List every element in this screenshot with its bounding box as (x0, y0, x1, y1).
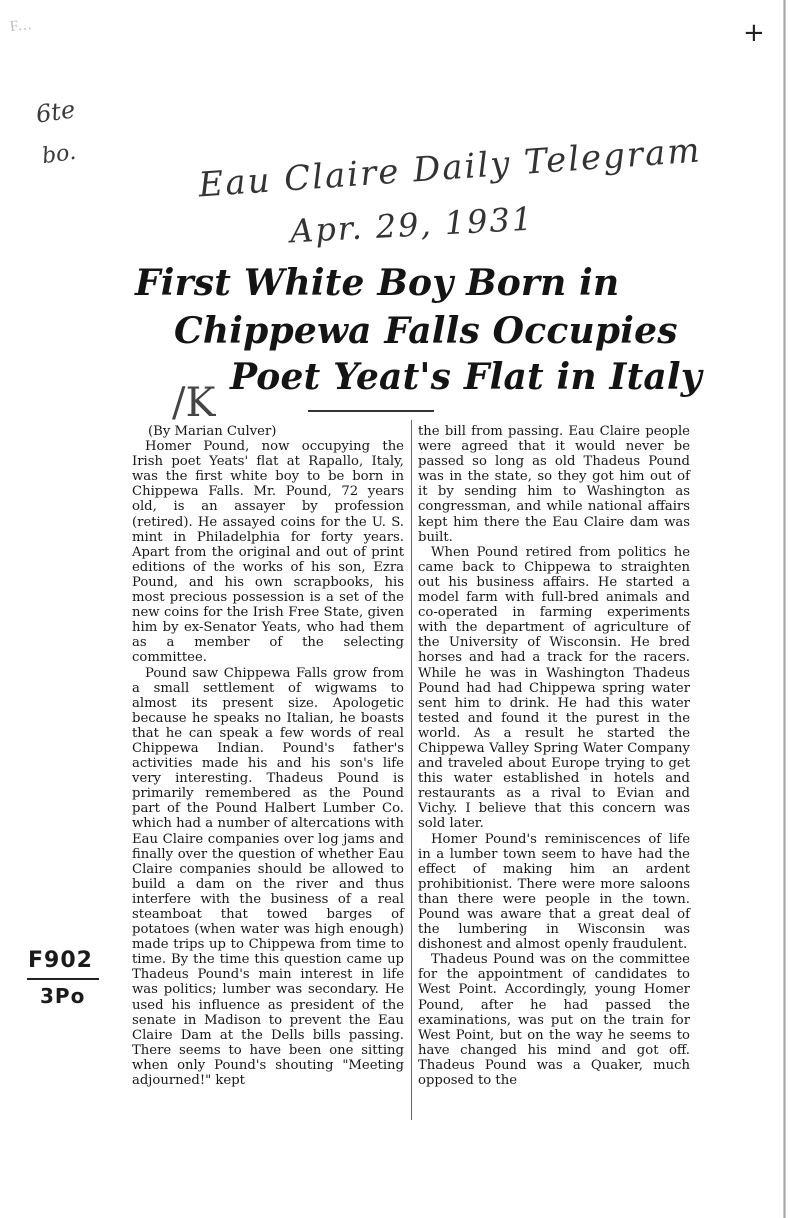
paragraph: Thadeus Pound was on the committee for the appointment of candidates to West Point. Accordingly, young Homer Pound, after he had passed the examinations, was put on the train for West Point, but on the way he seems to have changed his mind and got off. Thadeus Pound was a Quaker, much opposed to the (418, 952, 690, 1089)
headline-line-2: Chippewa Falls Occupies (174, 310, 678, 352)
handwritten-source: Eau Claire Daily Telegram (197, 130, 703, 206)
corner-scribble: F... (9, 16, 34, 36)
headline-line-1: First White Boy Born in (135, 262, 620, 304)
paragraph: Homer Pound, now occupying the Irish poet Yeats' flat at Rapallo, Italy, was the first white boy to be born in Chippewa Falls. Mr. Pound, 72 years old, is an assayer by profession (retired). He assayed coins for the U. S. mint in Philadelphia for forty years. Apart from the original and out of print editions of the works of his son, Ezra Pound, and his own scrapbooks, his most precious possession is a set of the new coins for the Irish Free State, given him by ex-Senator Yeats, who had them as a member of the selecting committee. (132, 439, 404, 666)
headline-line-3: Poet Yeat's Flat in Italy (230, 356, 702, 398)
margin-check-mark: /K (172, 380, 216, 426)
article-column-left (132, 424, 404, 1088)
archive-stamp-subcode: 3Po (40, 984, 86, 1008)
handwritten-note-2: bo. (40, 139, 78, 170)
plus-mark: + (743, 18, 765, 48)
paragraph: the bill from passing. Eau Claire people were agreed that it would never be passed so long as old Thadeus Pound was in the state, so they got him out of it by sending him to Washington as congressman, and while national affairs kept him there the Eau Claire dam was built. (418, 424, 690, 545)
column-rule (411, 420, 412, 1120)
archive-stamp-rule (27, 978, 99, 980)
paragraph: When Pound retired from politics he came back to Chippewa to straighten out his business affairs. He started a model farm with full-bred animals and co-operated in farming experiments with the department of agriculture of the University of Wisconsin. He bred horses and had a track for the racers. While he was in Washington Thadeus Pound had had Chippewa spring water sent him to drink. He had this water tested and found it the purest in the world. As a result he started the Chippewa Valley Spring Water Company and traveled about Europe trying to get this water established in hotels and restaurants as a rival to Evian and Vichy. I believe that this concern was sold later. (418, 544, 690, 832)
byline: (By Marian Culver) (148, 424, 277, 439)
handwritten-date: Apr. 29, 1931 (289, 199, 536, 251)
headline-divider (308, 410, 434, 412)
paragraph: Homer Pound's reminiscences of life in a lumber town seem to have had the effect of making him an ardent prohibitionist. There were more saloons than there were people in the town. Pound was aware that a great deal of the lumbering in Wisconsin was dishonest and almost openly fraudulent. (418, 831, 690, 953)
archive-stamp-code: F902 (28, 948, 93, 973)
article-column-right (418, 424, 690, 1088)
handwritten-note-1: 6te (34, 95, 77, 129)
paragraph: Pound saw Chippewa Falls grow from a small settlement of wigwams to almost its present size. Apologetic because he speaks no Italian, he boasts that he can speak a few words of real Chippewa Indian. Pound's father's activities made his and his son's life very interesting. Thadeus Pound is primarily remembered as the Pound part of the Pound Halbert Lumber Co. which had a number of altercations with Eau Claire companies over log jams and finally over the question of whether Eau Claire companies should be allowed to build a dam on the river and thus interfere with the business of a real steamboat that towed barges of potatoes (when water was high enough) made trips up to Chippewa from time to time. By the time this question came up Thadeus Pound's main interest in life was politics; lumber was secondary. He used his influence as president of the senate in Madison to prevent the Eau Claire Dam at the Dells bills passing. There seems to have been one sitting when only Pound's shouting "Meeting adjourned!" kept (132, 665, 404, 1089)
clipping-cut-edge (783, 0, 786, 1218)
